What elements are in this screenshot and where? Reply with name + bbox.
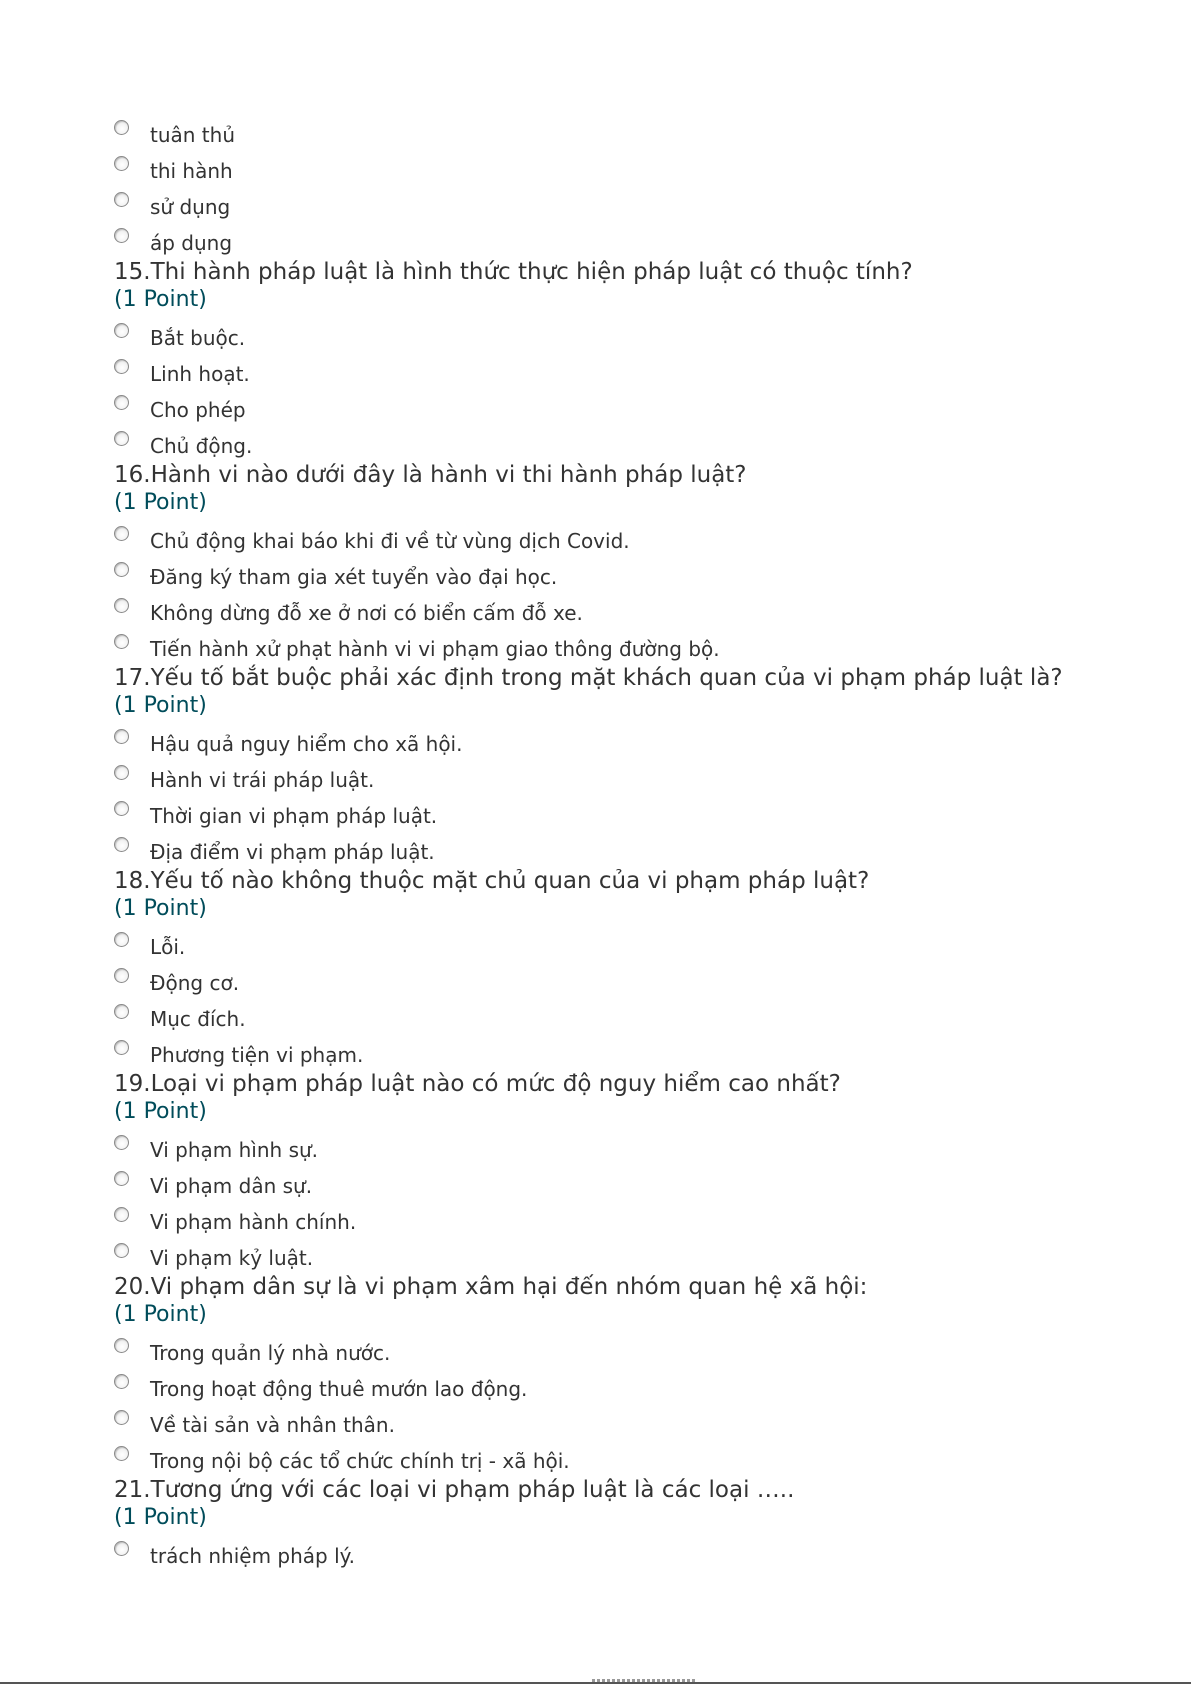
question-17 — [114, 664, 1124, 867]
option-label: Trong nội bộ các tổ chức chính trị - xã hội. — [150, 1449, 570, 1473]
question-points: (1 Point) — [114, 896, 207, 921]
question-text: 17.Yếu tố bắt buộc phải xác định trong mặt khách quan của vi phạm pháp luật là? — [114, 665, 1063, 691]
radio-button[interactable] — [114, 968, 129, 983]
option-label: Linh hoạt. — [150, 362, 250, 386]
radio-button[interactable] — [114, 801, 129, 816]
page-bottom-marker — [592, 1679, 696, 1682]
radio-button[interactable] — [114, 1338, 129, 1353]
option-row[interactable] — [114, 222, 1124, 258]
radio-button[interactable] — [114, 395, 129, 410]
option-label: sử dụng — [150, 195, 231, 219]
radio-button[interactable] — [114, 228, 129, 243]
radio-button[interactable] — [114, 1171, 129, 1186]
option-row[interactable] — [114, 353, 1124, 389]
option-label: tuân thủ — [150, 123, 235, 147]
question-points: (1 Point) — [114, 490, 207, 515]
option-label: Phương tiện vi phạm. — [150, 1043, 364, 1067]
question-text: 16.Hành vi nào dưới đây là hành vi thi hành pháp luật? — [114, 462, 747, 488]
option-label: Trong quản lý nhà nước. — [150, 1341, 391, 1365]
option-label: Vi phạm hình sự. — [150, 1138, 319, 1162]
radio-button[interactable] — [114, 120, 129, 135]
option-row[interactable] — [114, 1237, 1124, 1273]
question-points: (1 Point) — [114, 287, 207, 312]
option-label: Cho phép — [150, 398, 246, 422]
option-row[interactable] — [114, 723, 1124, 759]
question-text: 18.Yếu tố nào không thuộc mặt chủ quan của vi phạm pháp luật? — [114, 868, 870, 894]
option-row[interactable] — [114, 1440, 1124, 1476]
question-text: 21.Tương ứng với các loại vi phạm pháp luật là các loại ….. — [114, 1477, 795, 1503]
option-row[interactable] — [114, 1535, 1124, 1571]
option-label: Thời gian vi phạm pháp luật. — [150, 804, 438, 828]
question-15 — [114, 258, 1124, 461]
option-row[interactable] — [114, 1368, 1124, 1404]
question-points: (1 Point) — [114, 1302, 207, 1327]
option-label: Hậu quả nguy hiểm cho xã hội. — [150, 732, 463, 756]
option-label: Về tài sản và nhân thân. — [150, 1413, 395, 1437]
option-label: áp dụng — [150, 231, 233, 255]
question-text: 15.Thi hành pháp luật là hình thức thực hiện pháp luật có thuộc tính? — [114, 259, 913, 285]
option-label: Trong hoạt động thuê mướn lao động. — [150, 1377, 528, 1401]
question-points: (1 Point) — [114, 1099, 207, 1124]
option-label: Hành vi trái pháp luật. — [150, 768, 375, 792]
radio-button[interactable] — [114, 1541, 129, 1556]
radio-button[interactable] — [114, 526, 129, 541]
option-row[interactable] — [114, 998, 1124, 1034]
radio-button[interactable] — [114, 634, 129, 649]
question-text: 20.Vi phạm dân sự là vi phạm xâm hại đến nhóm quan hệ xã hội: — [114, 1274, 868, 1300]
option-label: Vi phạm dân sự. — [150, 1174, 313, 1198]
radio-button[interactable] — [114, 562, 129, 577]
question-16 — [114, 461, 1124, 664]
option-label: Chủ động. — [150, 434, 253, 458]
radio-button[interactable] — [114, 1135, 129, 1150]
radio-button[interactable] — [114, 1207, 129, 1222]
option-row[interactable] — [114, 759, 1124, 795]
radio-button[interactable] — [114, 192, 129, 207]
option-label: Vi phạm kỷ luật. — [150, 1246, 314, 1270]
radio-button[interactable] — [114, 156, 129, 171]
radio-button[interactable] — [114, 1004, 129, 1019]
option-row[interactable] — [114, 926, 1124, 962]
option-row[interactable] — [114, 831, 1124, 867]
option-label: Vi phạm hành chính. — [150, 1210, 357, 1234]
radio-button[interactable] — [114, 1410, 129, 1425]
option-label: Tiến hành xử phạt hành vi vi phạm giao thông đường bộ. — [150, 637, 720, 661]
question-points: (1 Point) — [114, 1505, 207, 1530]
question-18 — [114, 867, 1124, 1070]
option-row[interactable] — [114, 114, 1124, 150]
quiz-content — [114, 114, 1124, 1571]
radio-button[interactable] — [114, 359, 129, 374]
radio-button[interactable] — [114, 729, 129, 744]
option-row[interactable] — [114, 795, 1124, 831]
question-points: (1 Point) — [114, 693, 207, 718]
option-row[interactable] — [114, 592, 1124, 628]
option-row[interactable] — [114, 1034, 1124, 1070]
option-row[interactable] — [114, 1332, 1124, 1368]
question-21 — [114, 1476, 1124, 1571]
option-row[interactable] — [114, 389, 1124, 425]
radio-button[interactable] — [114, 765, 129, 780]
option-row[interactable] — [114, 1129, 1124, 1165]
option-row[interactable] — [114, 556, 1124, 592]
radio-button[interactable] — [114, 1374, 129, 1389]
radio-button[interactable] — [114, 1446, 129, 1461]
page-bottom-rule — [0, 1682, 1191, 1684]
question-text: 19.Loại vi phạm pháp luật nào có mức độ nguy hiểm cao nhất? — [114, 1071, 841, 1097]
option-row[interactable] — [114, 186, 1124, 222]
option-label: Đăng ký tham gia xét tuyển vào đại học. — [150, 565, 558, 589]
option-label: thi hành — [150, 159, 233, 183]
option-row[interactable] — [114, 520, 1124, 556]
radio-button[interactable] — [114, 1040, 129, 1055]
option-label: Địa điểm vi phạm pháp luật. — [150, 840, 435, 864]
option-row[interactable] — [114, 317, 1124, 353]
radio-button[interactable] — [114, 837, 129, 852]
option-label: Không dừng đỗ xe ở nơi có biển cấm đỗ xe. — [150, 601, 583, 625]
option-row[interactable] — [114, 628, 1124, 664]
option-label: Lỗi. — [150, 935, 186, 959]
radio-button[interactable] — [114, 431, 129, 446]
option-label: Bắt buộc. — [150, 326, 246, 350]
option-row[interactable] — [114, 425, 1124, 461]
option-row[interactable] — [114, 962, 1124, 998]
option-label: Mục đích. — [150, 1007, 246, 1031]
option-label: Động cơ. — [150, 971, 240, 995]
option-label: trách nhiệm pháp lý. — [150, 1544, 355, 1568]
question-20 — [114, 1273, 1124, 1476]
radio-button[interactable] — [114, 598, 129, 613]
option-row[interactable] — [114, 1201, 1124, 1237]
option-row[interactable] — [114, 150, 1124, 186]
radio-button[interactable] — [114, 1243, 129, 1258]
option-label: Chủ động khai báo khi đi về từ vùng dịch Covid. — [150, 529, 630, 553]
question-19 — [114, 1070, 1124, 1273]
option-row[interactable] — [114, 1165, 1124, 1201]
leading-option-group — [114, 114, 1124, 258]
option-row[interactable] — [114, 1404, 1124, 1440]
radio-button[interactable] — [114, 932, 129, 947]
radio-button[interactable] — [114, 323, 129, 338]
